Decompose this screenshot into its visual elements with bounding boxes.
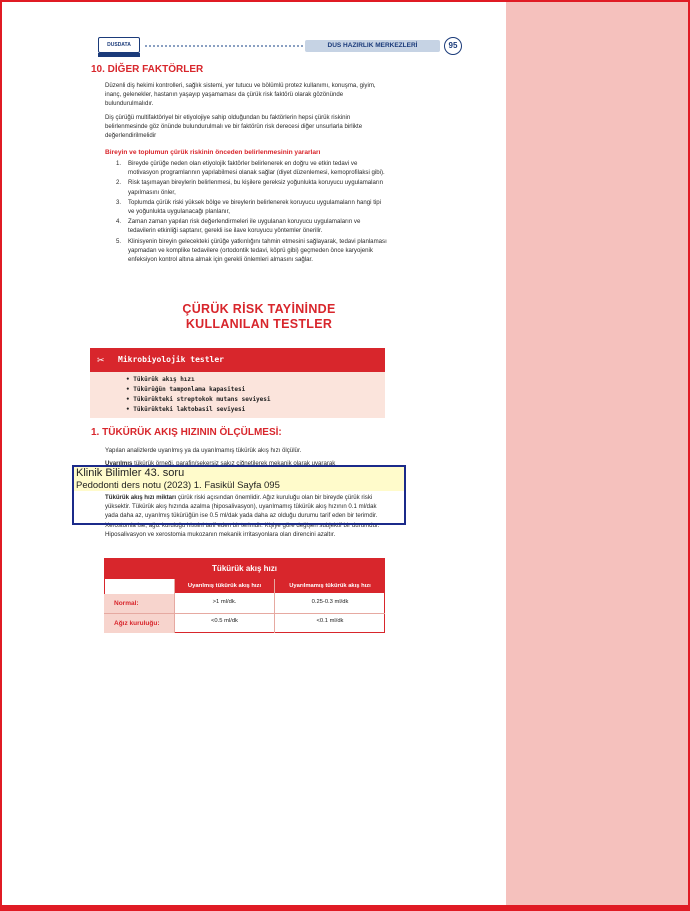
- table-cell: <0.5 ml/dk: [211, 618, 238, 624]
- page-number: 95: [444, 37, 462, 55]
- publisher-logo: DUSDATA: [98, 37, 140, 53]
- section-title: 10. DİĞER FAKTÖRLER: [91, 64, 204, 75]
- saliva-paragraph-3: Tükürük akış hızı miktarı çürük riski açısından önemlidir. Ağız kuruluğu olan bir bireyde çürük riski yüksektir. Tükürük akış hızında azalma (hiposalivasyon), uyarılmamış tükürük akış hızının 0.1 ml/dak yada daha az, uyarılmış tükürüğün ise 0.5 ml/dak yada daha az olduğu durumu tarif eden bir terimdir. Xerostomia ise, ağız kuruluğu hissini tarif eden bir terimdir. Kişiye göre değişen subjektif bir durumdur. Hiposalivasyon ve xerostomia mukozanın mekanik irritasyonlara olan direncini azaltır.: [105, 494, 380, 538]
- table-col-header-2: Uyarılmamış tükürük akış hızı: [275, 579, 385, 593]
- running-header: DUS HAZIRLIK MERKEZLERİ: [305, 40, 440, 52]
- risk-title-line-2: KULLANILAN TESTLER: [185, 317, 333, 331]
- side-panel: [506, 2, 688, 905]
- list-item: • Tükürüğün tamponlama kapasitesi: [126, 385, 271, 395]
- paragraph-1: Düzenli diş hekimi kontrolleri, sağlık sistemi, yer tutucu ve bölümlü protez kullanımı, konuşma, giyim, inanç, gelenekler, hastanın yaşayıp yaşamaması da çürük risk faktörü olarak gözönünde bulundurulmalıdır.: [105, 82, 376, 108]
- table-divider: [274, 579, 275, 633]
- list-item: • Tükürükteki streptokok mutans seviyesi: [126, 395, 271, 405]
- list-item: 5. Klinisyenin bireyin gelecekteki çürüğe yatkınlığını tahmin etmesini sağlayarak, tedavi planlaması yapmadan ve komplike tedavilere (ortodontik tedavi, köprü gibi) geçmeden önce karyojenik enfeksiyon kontrol altına almak için gerekli önlemleri almasını sağlar.: [116, 237, 387, 264]
- table-col-header-1: Uyarılmış tükürük akış hızı: [175, 579, 274, 593]
- table-divider: [174, 579, 175, 633]
- table-divider: [104, 613, 385, 614]
- benefits-list: [116, 159, 387, 265]
- microbiology-list: [126, 375, 271, 415]
- list-item: 2. Risk taşımayan bireylerin belirlenmesi, bu kişilere gereksiz yoğunlukta koruyucu uygulamaların yapılmasını önler,: [116, 179, 384, 196]
- logo-underline: [98, 53, 140, 57]
- table-row-label-dry-mouth: Ağız kuruluğu:: [104, 614, 174, 633]
- list-item: • Tükürük akış hızı: [126, 375, 271, 385]
- saliva-paragraph-1: Yapılan analizlerde uyarılmış ya da uyarılmamış tükürük akış hızı ölçülür.: [105, 447, 302, 454]
- risk-tests-title: [104, 302, 414, 332]
- annotation-line-1: Klinik Bilimler 43. soru: [76, 467, 185, 479]
- list-item: • Tükürükteki laktobasil seviyesi: [126, 405, 271, 415]
- table-cell: <0.1 ml/dk: [316, 618, 344, 624]
- subheading: Bireyin ve toplumun çürük riskinin önceden belirlenmesinin yararları: [105, 149, 321, 156]
- table-cell: >1 ml/dk.: [212, 599, 237, 605]
- table-row-label-normal: Normal:: [104, 594, 174, 613]
- table-cell: 0.25-0.3 ml/dk: [311, 599, 349, 605]
- saliva-section-title: 1. TÜKÜRÜK AKIŞ HIZININ ÖLÇÜLMESİ:: [91, 427, 282, 438]
- annotation-line-2: Pedodonti ders notu (2023) 1. Fasikül Sayfa 095: [76, 480, 280, 491]
- list-item: 1. Bireyde çürüğe neden olan etiyolojik faktörler belirlenerek en doğru ve etkin tedavi ve motivasyon programlarının yapılabilmesi olanak sağlar (diyet düzenlemesi, kemoprofilaksi gibi).: [116, 160, 385, 177]
- scissors-icon: ✂: [97, 355, 105, 365]
- paragraph-2: Diş çürüğü multifaktöriyel bir etiyolojiye sahip olduğundan bu faktörlerin hepsi çürük riskinin belirlenmesinde göz önünde bulundurulmalı ve bir faktörün risk derecesi diğer unsurlarla birlikte değerlendirilmelidir: [105, 114, 363, 140]
- saliva-paragraph-2: Uyarılmış tükürük örneği, parafin/şekersiz sakız çiğnetilerek mekanik olarak uyararak: [105, 460, 336, 467]
- risk-title-line-1: ÇÜRÜK RİSK TAYİNİNDE: [182, 302, 336, 316]
- table-title: Tükürük akış hızı: [104, 558, 385, 579]
- list-item: 4. Zaman zaman yapılan risk değerlendirmeleri ile uygulanan koruyucu uygulamaların ve tedavilerin etkinliği saptanır, gerekli ise ilave koruyucu yöntemler önerilir.: [116, 218, 361, 235]
- microbiology-heading: Mikrobiyolojik testler: [90, 348, 385, 372]
- list-item: 3. Toplumda çürük riski yüksek bölge ve bireylerin belirlenerek koruyucu uygulamaların hangi tipi ve yoğunlukta uygulanacağı planlanır,: [116, 198, 382, 216]
